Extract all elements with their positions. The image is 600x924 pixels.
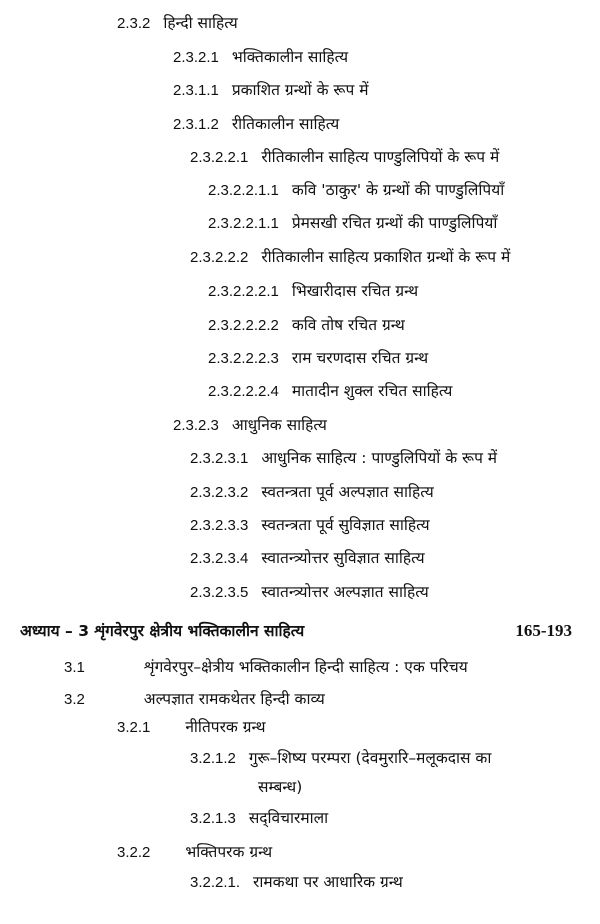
toc-entry	[64, 657, 468, 678]
toc-entry	[190, 582, 429, 603]
toc-text: प्रकाशित ग्रन्थों के रूप में	[231, 81, 369, 99]
toc-number: 2.3.2.3	[173, 417, 219, 434]
toc-number: 2.3.2.3.2	[190, 484, 249, 501]
toc-entry	[190, 548, 425, 569]
toc-text: आधुनिक साहित्य	[231, 416, 327, 434]
toc-text: रीतिकालीन साहित्य प्रकाशित ग्रन्थों के रूप में	[261, 248, 511, 266]
toc-number: 3.1	[64, 659, 85, 676]
toc-entry	[190, 247, 510, 268]
toc-number: 2.3.1.1	[173, 82, 219, 99]
toc-number: 3.2.2.1.	[190, 874, 241, 891]
toc-entry	[190, 482, 434, 503]
toc-text: रीतिकालीन साहित्य	[231, 115, 340, 133]
toc-entry	[117, 717, 266, 738]
toc-number: 2.3.2.3.1	[190, 450, 249, 467]
toc-text: शृंगवेरपुर–क्षेत्रीय भक्तिकालीन हिन्दी साहित्य : एक परिचय	[143, 658, 468, 676]
toc-number: 2.3.2	[117, 15, 151, 32]
toc-text: भिखारीदास रचित ग्रन्थ	[291, 282, 419, 300]
toc-text: प्रेमसखी रचित ग्रन्थों की पाण्डुलिपियाँ	[291, 214, 498, 232]
toc-text: मातादीन शुक्ल रचित साहित्य	[291, 382, 453, 400]
toc-text: नीतिपरक ग्रन्थ	[185, 718, 266, 736]
toc-number: 2.3.2.3.3	[190, 517, 249, 534]
toc-entry-continuation: सम्बन्ध)	[258, 778, 303, 796]
toc-number: 2.3.2.2.2.1	[208, 283, 279, 300]
toc-entry	[64, 689, 325, 710]
toc-number: 2.3.2.3.4	[190, 550, 249, 567]
toc-number: 3.2.2	[117, 844, 151, 861]
toc-text: आधुनिक साहित्य : पाण्डुलिपियों के रूप में	[261, 449, 498, 467]
toc-text: अल्पज्ञात रामकथेतर हिन्दी काव्य	[143, 690, 325, 708]
toc-entry	[190, 147, 499, 168]
toc-entry	[190, 448, 497, 469]
toc-number: 2.3.2.2.2	[190, 249, 249, 266]
toc-number: 2.3.2.2.1	[190, 149, 249, 166]
toc-entry	[208, 180, 504, 201]
toc-entry	[208, 281, 418, 302]
toc-number: 3.2	[64, 691, 85, 708]
toc-number: 2.3.2.2.1.1	[208, 182, 279, 199]
toc-number: 2.3.2.2.2.4	[208, 383, 279, 400]
toc-number: 2.3.2.2.2.3	[208, 350, 279, 367]
toc-entry	[190, 748, 491, 769]
toc-number: 2.3.1.2	[173, 116, 219, 133]
toc-number: 2.3.2.1	[173, 49, 219, 66]
toc-entry	[190, 808, 328, 829]
toc-text: रामकथा पर आधारिक ग्रन्थ	[252, 873, 403, 891]
chapter-page-range: 165-193	[515, 621, 572, 640]
toc-text: स्वतन्त्रता पूर्व अल्पज्ञात साहित्य	[261, 483, 434, 501]
toc-text: स्वातन्त्र्योत्तर अल्पज्ञात साहित्य	[261, 583, 429, 601]
toc-entry	[208, 213, 497, 234]
toc-text: कवि तोष रचित ग्रन्थ	[291, 316, 405, 334]
toc-text: स्वातन्त्र्योत्तर सुविज्ञात साहित्य	[261, 549, 425, 567]
toc-entry	[173, 114, 339, 135]
toc-text: राम चरणदास रचित ग्रन्थ	[291, 349, 429, 367]
toc-entry	[173, 47, 348, 68]
toc-entry	[190, 515, 430, 536]
toc-entry	[173, 80, 368, 101]
toc-text: कवि 'ठाकुर' के ग्रन्थों की पाण्डुलिपियाँ	[291, 181, 505, 199]
toc-number: 3.2.1.2	[190, 750, 236, 767]
toc-entry	[208, 348, 428, 369]
toc-text: स्वतन्त्रता पूर्व सुविज्ञात साहित्य	[261, 516, 430, 534]
toc-text: भक्तिकालीन साहित्य	[231, 48, 349, 66]
toc-number: 2.3.2.2.1.1	[208, 215, 279, 232]
toc-number: 2.3.2.3.5	[190, 584, 249, 601]
toc-text: हिन्दी साहित्य	[163, 14, 238, 32]
toc-number: 3.2.1	[117, 719, 151, 736]
toc-text: भक्तिपरक ग्रन्थ	[185, 843, 273, 861]
toc-number: 2.3.2.2.2.2	[208, 317, 279, 334]
toc-text: गुरू–शिष्य परम्परा (देवमुरारि–मलूकदास का	[248, 749, 492, 767]
toc-entry	[173, 415, 327, 436]
toc-text: सद्‌विचारमाला	[248, 809, 329, 827]
toc-text: रीतिकालीन साहित्य पाण्डुलिपियों के रूप में	[261, 148, 500, 166]
toc-entry	[208, 381, 452, 402]
toc-entry	[208, 315, 405, 336]
toc-entry	[190, 872, 403, 893]
toc-entry	[117, 13, 238, 34]
toc-number: 3.2.1.3	[190, 810, 236, 827]
toc-entry	[117, 842, 272, 863]
chapter-heading: अध्याय – 3 शृंगवेरपुर क्षेत्रीय भक्तिकालीन साहित्य	[20, 622, 305, 640]
